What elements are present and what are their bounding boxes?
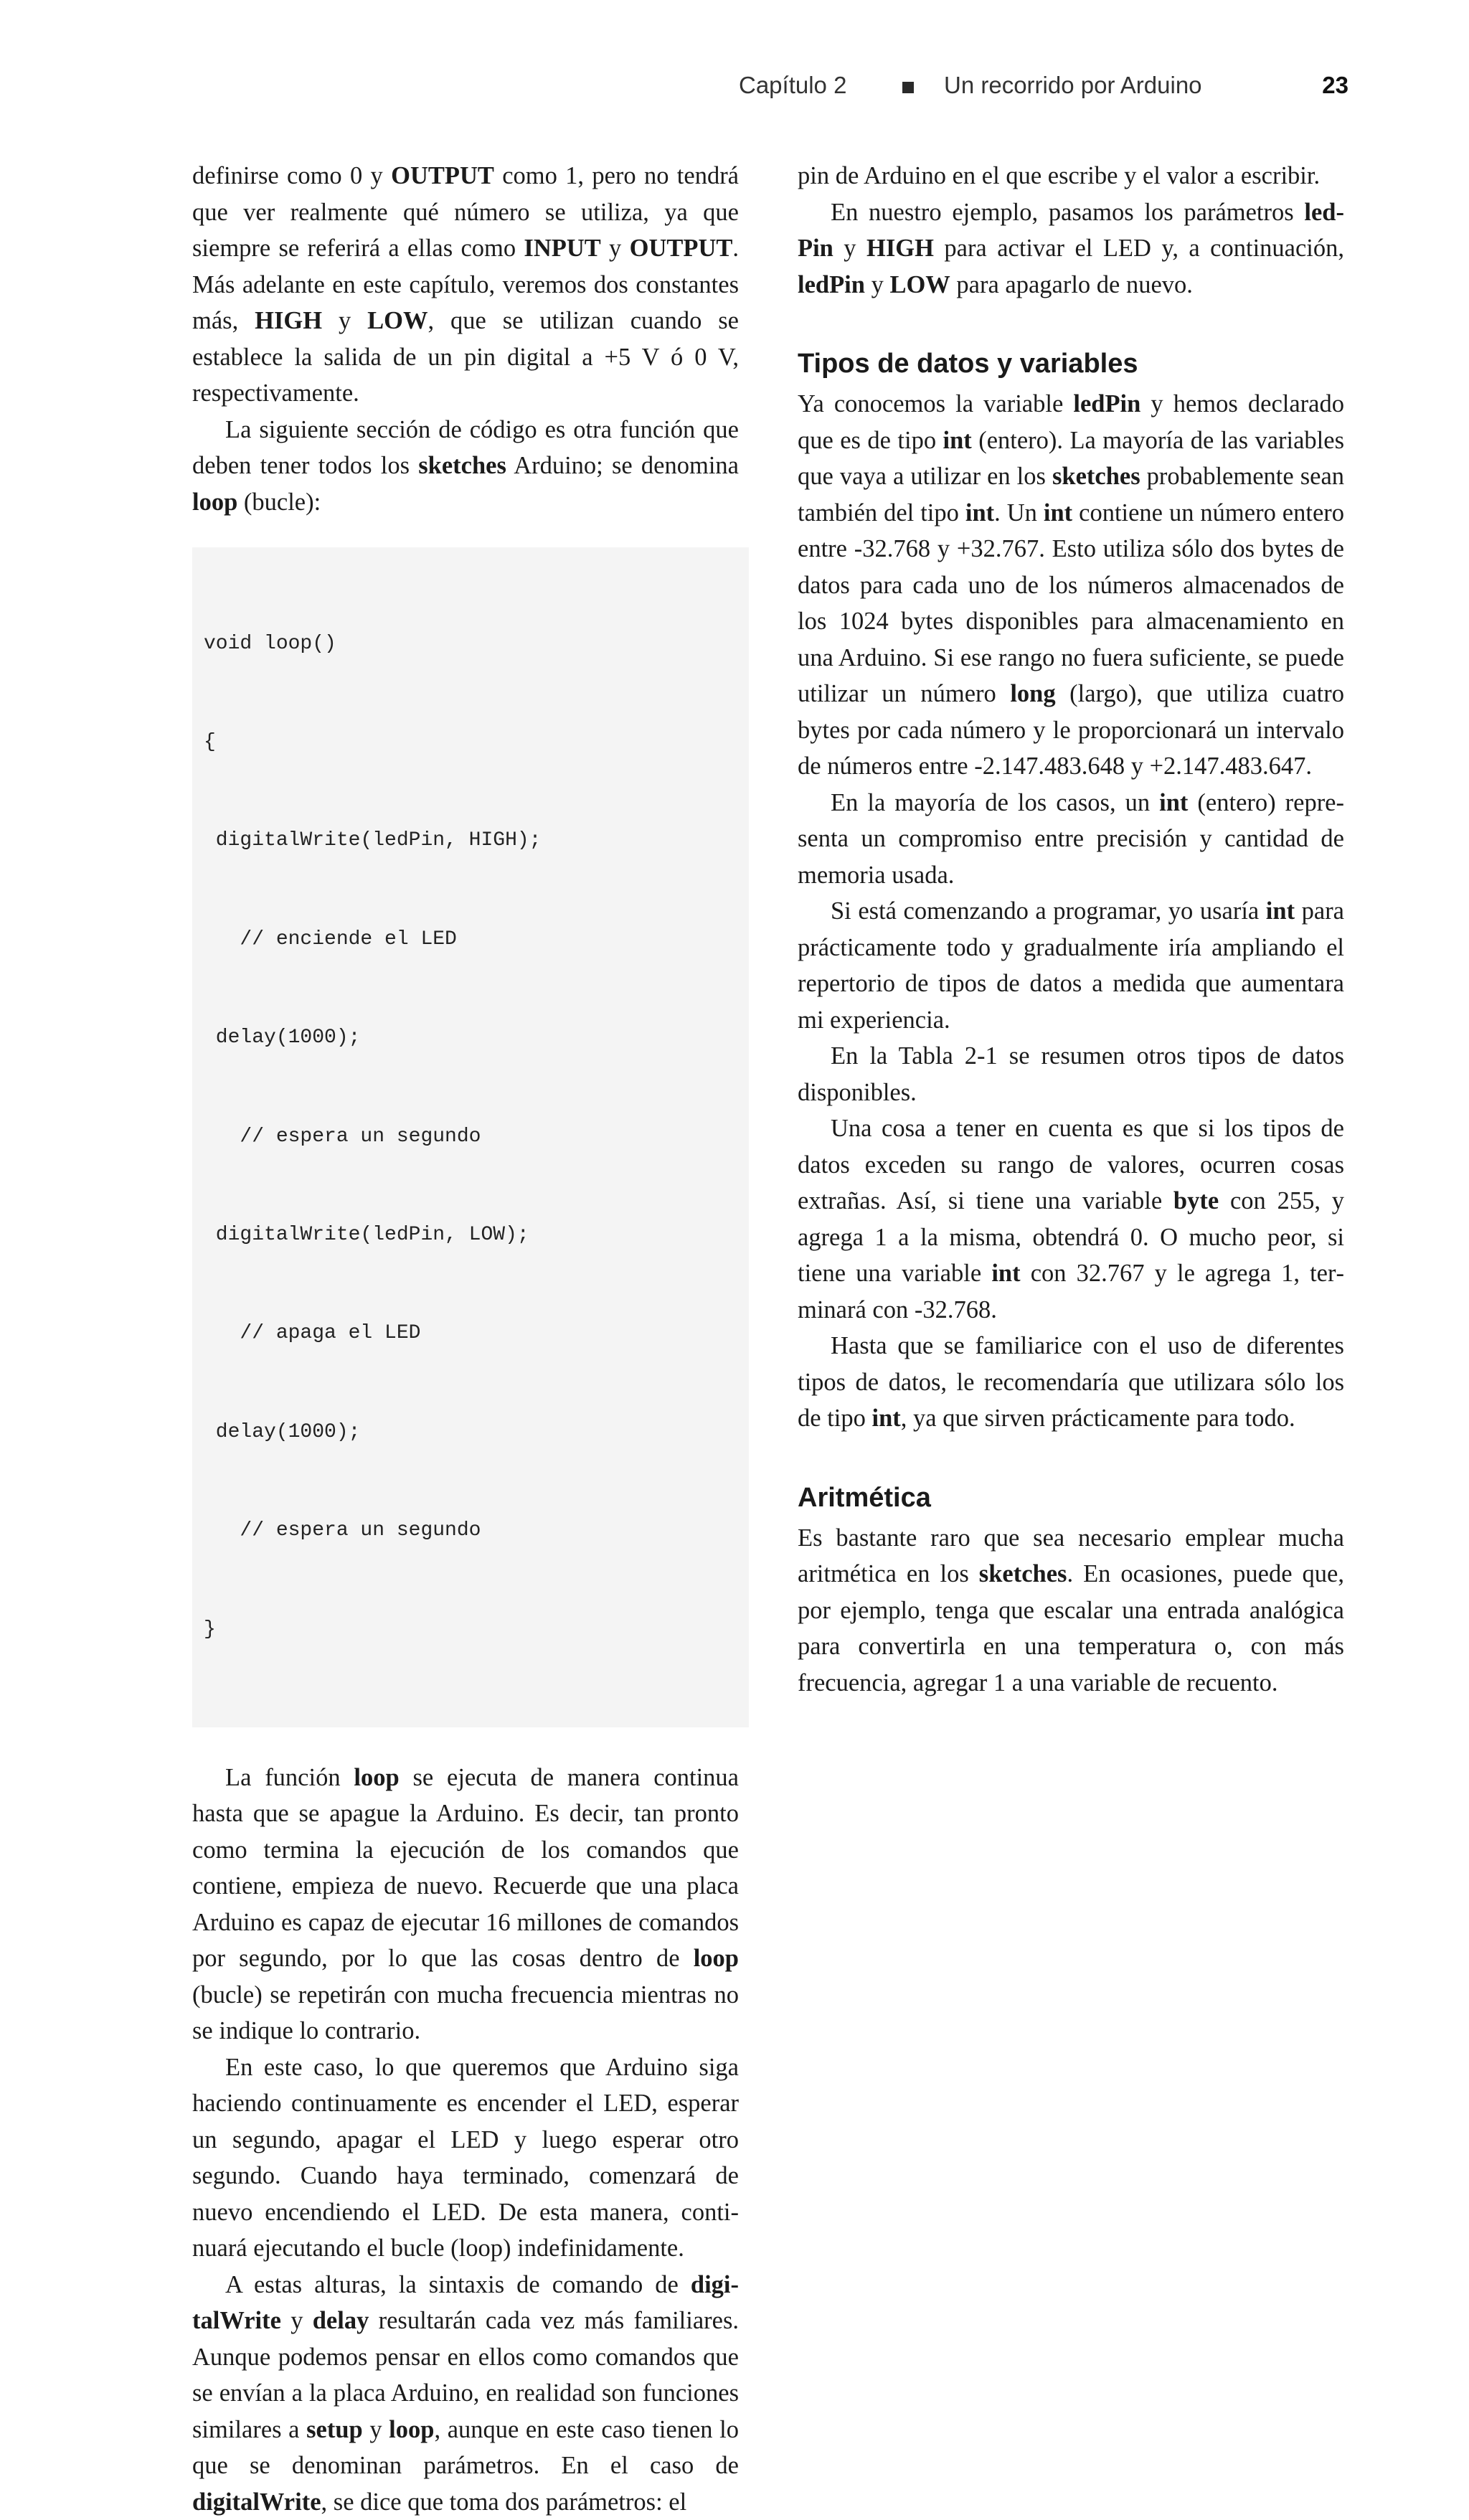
bold-term: loop (389, 2415, 435, 2443)
running-header (739, 72, 1348, 108)
text-run: se ejecuta de manera continua hasta que se apague la Arduino. Es decir, tan pronto como termina la ejecución de los comandos que contiene, empieza de nuevo. Recuerde que una placa Arduino es capaz de ejecutar 16 millones de comandos por segundo, por lo que las cosas dentro de (192, 1763, 739, 1973)
bold-term: sketches (1052, 463, 1140, 490)
text-run: (entero) representa un compromiso entre precisión y cantidad de memoria usada. (798, 788, 1344, 889)
chapter-label: Capítulo 2 (739, 72, 847, 98)
paragraph (192, 2267, 739, 2520)
bold-term: ledPin (1073, 390, 1141, 417)
bold-term: delay (312, 2307, 369, 2335)
text-run: (entero). La mayoría de las variables que vaya a utilizar en los (798, 426, 1344, 490)
text-run: para apagarlo de nuevo. (950, 270, 1193, 298)
code-line: // enciende el LED (204, 928, 457, 950)
bold-term: OUTPUT (391, 162, 494, 189)
text-run: Ya conocemos la variable (798, 390, 1074, 417)
text-run: En este caso, lo que queremos que Arduino siga haciendo continuamente es encender el LED, esperar un segundo, apagar el LED y luego esperar otro segundo. Cuando haya terminado, comenzará de nuevo encendiendo el LED. De esta manera, continuará ejecutando el bucle (loop) indefinidamente. (192, 2053, 739, 2262)
paragraph (798, 1110, 1344, 1328)
bold-term: HIGH (255, 307, 323, 334)
paragraph (192, 158, 739, 412)
bold-term: int (965, 499, 995, 527)
text-run: Una cosa a tener en cuenta es que si los tipos de datos exceden su rango de valores, ocurren cosas extrañas. Así, si tiene una variable (798, 1115, 1344, 1214)
text-run: pin de Arduino en el que escribe y el valor a escribir. (798, 162, 1321, 189)
code-line: void loop() (204, 632, 336, 655)
text-run: Hasta que se familiarice con el uso de diferentes tipos de datos, le recomendaría que utilizara sólo los de tipo (798, 1332, 1344, 1432)
text-run: y (600, 235, 630, 262)
code-line: // apaga el LED (204, 1322, 421, 1345)
text-run: como 1, pero no tendrá que ver realmente qué número se utiliza, ya que siempre se referirá a ellas como (192, 162, 739, 262)
text-run: con 255, y agrega 1 a la misma, obtendrá 0. O mucho peor, si tiene una variable (798, 1187, 1344, 1287)
paragraph (798, 158, 1344, 194)
bold-term: loop (192, 488, 238, 516)
text-run: . En ocasiones, puede que, por ejemplo, tenga que escalar una entrada analógica para convertirla en una temperatura o, con más frecuencia, agregar 1 a una variable de recuento. (798, 1560, 1344, 1696)
text-run: , que se utilizan cuando se establece la salida de un pin digital a +5 V ó 0 V, respectivamente. (192, 307, 739, 407)
text-run: (bucle) se repetirán con mucha frecuencia mientras no se indique lo contrario. (192, 1981, 739, 2045)
bold-term: int (1265, 897, 1295, 925)
bold-term: ledPin (798, 198, 1344, 262)
code-line: // espera un segundo (204, 1125, 481, 1148)
section-heading: Aritmética (798, 1482, 931, 1513)
bold-term: int (872, 1405, 901, 1432)
paragraph (192, 1760, 739, 2049)
text-run: En la mayoría de los casos, un (831, 788, 1160, 816)
bold-term: LOW (367, 307, 428, 334)
text-run: En la Tabla 2-1 se resumen otros tipos de datos disponibles. (798, 1042, 1344, 1106)
bold-term: loop (354, 1763, 400, 1791)
text-run: La función (225, 1763, 354, 1791)
text-run: y (280, 2307, 313, 2335)
bold-term: OUTPUT (629, 235, 733, 262)
code-line: delay(1000); (204, 1420, 361, 1443)
text-run: . Más adelante en este capítulo, veremos dos constantes más, (192, 235, 739, 334)
code-line: digitalWrite(ledPin, HIGH); (204, 829, 542, 852)
bold-term: setup (306, 2415, 363, 2443)
text-run: definirse como 0 y (192, 162, 392, 189)
bold-term: byte (1173, 1187, 1219, 1214)
bold-term: long (1010, 680, 1056, 707)
text-run: Si está comenzando a programar, yo usaría (831, 897, 1266, 925)
text-run: para activar el LED y, a continuación, (933, 235, 1344, 262)
paragraph (192, 2049, 739, 2267)
text-run: Es bastante raro que sea necesario emplear mucha aritmética en los (798, 1524, 1344, 1587)
code-line: delay(1000); (204, 1027, 361, 1049)
paragraph (798, 1038, 1344, 1110)
text-run: y (833, 235, 866, 262)
text-run: . Un (994, 499, 1044, 527)
section-label: Un recorrido por Arduino (944, 72, 1202, 98)
section-heading: Tipos de datos y variables (798, 349, 1138, 379)
code-line: { (204, 730, 216, 753)
bold-term: ledPin (798, 270, 865, 298)
bold-term: int (1043, 499, 1073, 527)
code-block (192, 547, 749, 1727)
paragraph (192, 412, 739, 521)
paragraph (798, 1520, 1344, 1702)
text-run: A estas alturas, la sintaxis de comando de (225, 2270, 691, 2298)
paragraph (798, 1328, 1344, 1437)
text-run: para prácticamente todo y gradualmente iría ampliando el repertorio de tipos de datos a medida que aumentara mi experiencia. (798, 897, 1344, 1034)
text-run: contiene un número entero entre -32.768 y +32.767. Esto utiliza sólo dos bytes de datos para cada uno de los números almacenados de los 1024 bytes disponibles para almacenamiento en una Arduino. Si ese rango no fuera suficiente, se puede utilizar un número (798, 499, 1344, 707)
page-number: 23 (1322, 72, 1348, 98)
paragraph (798, 785, 1344, 894)
bold-term: loop (693, 1945, 739, 1973)
square-bullet-icon (902, 82, 914, 93)
text-run: La siguiente sección de código es otra función que deben tener todos los (192, 415, 739, 479)
bold-term: INPUT (524, 235, 601, 262)
text-run: , aunque en este caso tienen lo que se denominan parámetros. En el caso de (192, 2415, 739, 2480)
bold-term: int (1159, 788, 1189, 816)
bold-term: sketches (978, 1560, 1067, 1587)
paragraph (798, 893, 1344, 1038)
text-run: (bucle): (237, 488, 321, 516)
text-run: y (864, 270, 890, 298)
bold-term: digitalWrite (192, 2488, 321, 2516)
text-run: resultarán cada vez más familiares. Aunque podemos pensar en ellos como comandos que se envían a la placa Arduino, en realidad son funciones similares a (192, 2307, 740, 2443)
left-column (192, 158, 739, 2520)
text-run: probablemente sean también del tipo (798, 463, 1345, 527)
text-run: (largo), que utiliza cuatro bytes por cada número y le proporcionará un intervalo de números entre -2.147.483.648 y +2.147.483.647. (798, 680, 1344, 780)
text-run: y hemos declarado que es de tipo (798, 390, 1344, 454)
text-run: , ya que sirven prácticamente para todo. (900, 1405, 1295, 1432)
code-line: digitalWrite(ledPin, LOW); (204, 1223, 529, 1246)
paragraph (798, 194, 1344, 303)
bold-term: sketches (418, 452, 506, 479)
bold-term: digitalWrite (192, 2270, 739, 2335)
bold-term: int (943, 426, 972, 454)
bold-term: int (991, 1260, 1021, 1287)
right-column (798, 158, 1344, 1701)
text-run: En nuestro ejemplo, pasamos los parámetros (831, 198, 1305, 226)
text-run: y (362, 2415, 389, 2443)
text-run: Arduino; se denomina (506, 452, 739, 479)
bold-term: HIGH (866, 235, 934, 262)
text-run: y (322, 307, 368, 334)
code-line: } (204, 1618, 216, 1641)
bold-term: LOW (889, 270, 950, 298)
text-run: con 32.767 y le agrega 1, terminará con -32.768. (798, 1260, 1344, 1323)
text-run: , se dice que toma dos parámetros: el (321, 2488, 687, 2516)
paragraph (798, 386, 1344, 785)
code-line: // espera un segundo (204, 1519, 481, 1542)
